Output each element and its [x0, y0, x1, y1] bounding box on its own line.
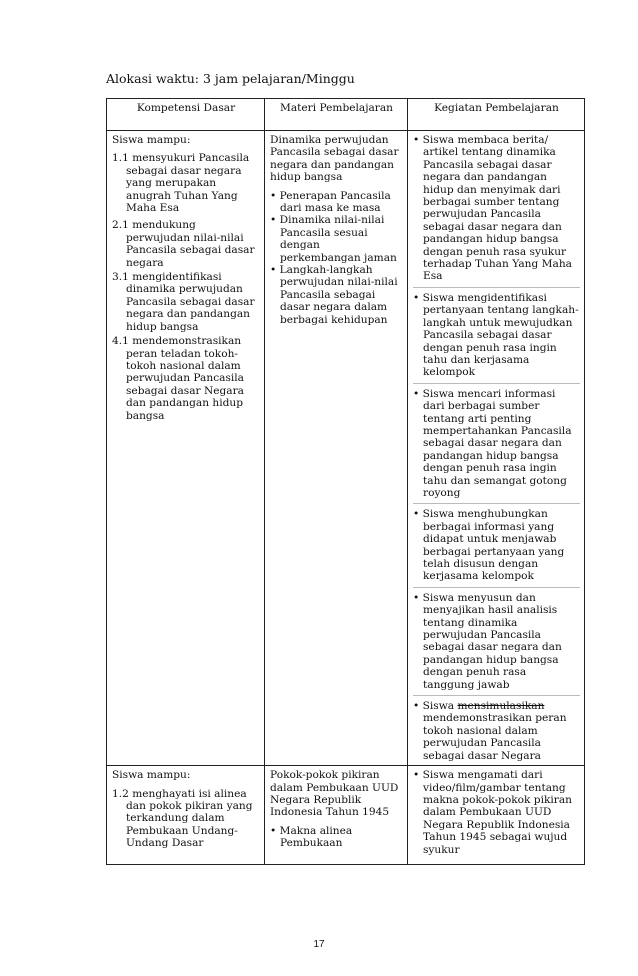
kegiatan-cell [408, 131, 585, 766]
list-item: • Siswa mengidentifikasi pertanyaan tentang langkah-langkah untuk mewujudkan Pancasila sebagai dasar dengan penuh rasa ingin tahu dan kerjasama kelompok [413, 292, 580, 384]
materi-intro: Dinamika perwujudan Pancasila sebagai dasar negara dan pandangan hidup bangsa [270, 134, 399, 184]
kd-intro: Siswa mampu: [112, 769, 191, 782]
table-row [107, 131, 585, 766]
kegiatan-cell [408, 766, 585, 865]
list-item: • Siswa mencari informasi dari berbagai sumber tentang arti penting mempertahankan Pancasila sebagai dasar negara dan pandangan hidup bangsa dengan penuh rasa ingin tahu dan semangat gotong royong [413, 388, 580, 505]
kd-item: 3.1 mengidentifikasi dinamika perwujudan Pancasila sebagai dasar negara dan pandangan hidup bangsa [112, 271, 255, 333]
kd-intro: Siswa mampu: [112, 134, 191, 146]
syllabus-table [106, 98, 585, 865]
materi-item: • Dinamika nilai-nilai Pancasila sesuai dengan perkembangan jaman [270, 214, 397, 264]
list-item: • Siswa mensimulasikan mendemonstrasikan peran tokoh nasional dalam perwujudan Pancasila sebagai dasar Negara [413, 700, 567, 762]
strikethrough-word: mensimulasikan [457, 700, 545, 713]
header-materi: Materi Pembelajaran [265, 99, 408, 131]
list-item: • Siswa mengamati dari video/film/gambar tentang makna pokok-pokok pikiran dalam Pembukaan UUD Negara Republik Indonesia Tahun 1945 sebagai wujud syukur [413, 769, 572, 856]
header-kegiatan: Kegiatan Pembelajaran [408, 99, 585, 131]
materi-cell [265, 766, 408, 865]
header-kompetensi: Kompetensi Dasar [107, 99, 265, 131]
header-row [107, 99, 585, 131]
kompetensi-cell [107, 131, 265, 766]
kd-item: 4.1 mendemonstrasikan peran teladan tokoh-tokoh nasional dalam perwujudan Pancasila sebagai dasar Negara dan pandangan hidup bangsa [112, 335, 244, 422]
list-item: • Siswa menyusun dan menyajikan hasil analisis tentang dinamika perwujudan Pancasila sebagai dasar negara dan pandangan hidup bangsa dengan penuh rasa tanggung jawab [413, 592, 580, 696]
materi-item: • Makna alinea Pembukaan [270, 824, 353, 850]
kompetensi-cell [107, 766, 265, 865]
kd-item: 1.1 mensyukuri Pancasila sebagai dasar negara yang merupakan anugrah Tuhan Yang Maha Esa [112, 152, 250, 215]
page-number: 17 [313, 939, 325, 950]
materi-item: • Penerapan Pancasila dari masa ke masa [270, 189, 391, 215]
list-item: • Siswa membaca berita/ artikel tentang dinamika Pancasila sebagai dasar negara dan pandangan hidup dan menyimak dari berbagai sumber tentang perwujudan Pancasila sebagai dasar negara dan pandangan hidup bangsa dengan penuh rasa syukur terhadap Tuhan Yang Maha Esa [413, 134, 580, 288]
materi-item: • Langkah-langkah perwujudan nilai-nilai Pancasila sebagai dasar negara dalam berbagai kehidupan [270, 264, 398, 326]
materi-intro: Pokok-pokok pikiran dalam Pembukaan UUD Negara Republik Indonesia Tahun 1945 [270, 769, 399, 819]
kd-item: 2.1 mendukung perwujudan nilai-nilai Pancasila sebagai dasar negara [112, 219, 255, 269]
alokasi-waktu: Alokasi waktu: 3 jam pelajaran/Minggu [106, 71, 355, 86]
materi-cell [265, 131, 408, 766]
table-row [107, 766, 585, 865]
kd-item: 1.2 menghayati isi alinea dan pokok pikiran yang terkandung dalam Pembukaan Undang-Undang Dasar [112, 787, 253, 850]
list-item: • Siswa menghubungkan berbagai informasi yang didapat untuk menjawab berbagai pertanyaan yang telah disusun dengan kerjasama kelompok [413, 508, 580, 587]
